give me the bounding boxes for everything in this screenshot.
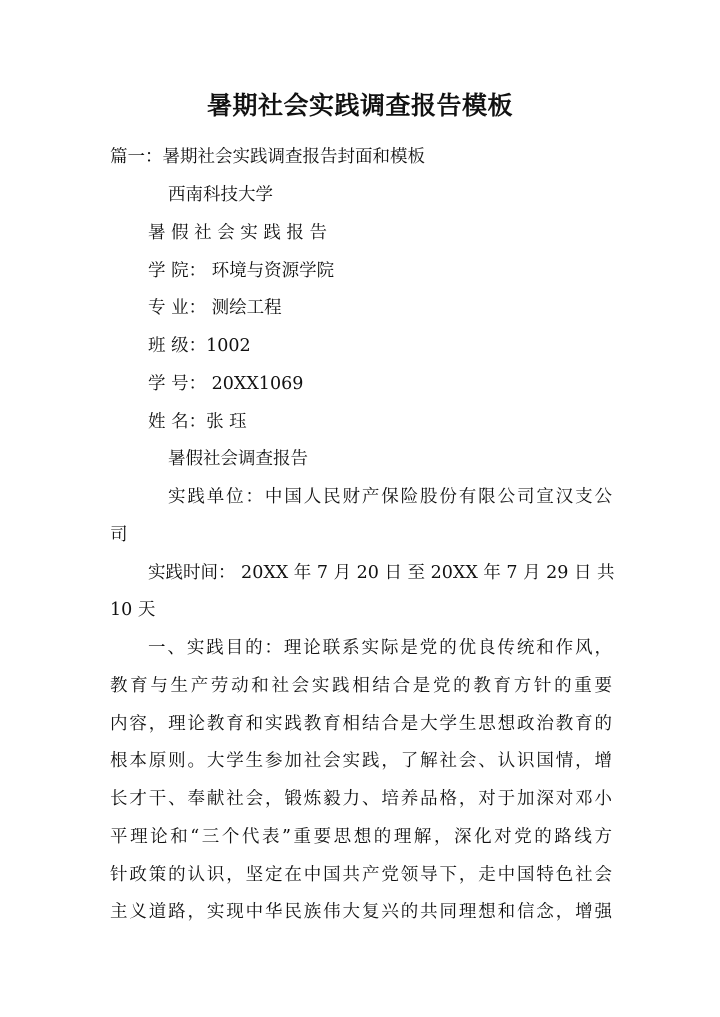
practice-time-line-2: 10 天 — [110, 600, 156, 620]
paragraph-line: 一、实践目的：理论联系实际是党的优良传统和作风， — [148, 638, 612, 658]
university-name: 西南科技大学 — [168, 185, 273, 205]
name-field: 姓 名：张 珏 — [148, 412, 247, 432]
paragraph-line: 针政策的认识，坚定在中国共产党领导下，走中国特色社会 — [110, 865, 612, 885]
paragraph-line: 根本原则。大学生参加社会实践，了解社会、认识国情，增 — [110, 751, 612, 771]
paragraph-line: 平理论和“三个代表”重要思想的理解，深化对党的路线方 — [110, 827, 612, 847]
practice-unit-line-2: 司 — [110, 525, 128, 545]
report-subtitle: 暑假社会调查报告 — [168, 449, 308, 469]
report-type: 暑 假 社 会 实 践 报 告 — [148, 223, 327, 243]
practice-time-line-1: 实践时间： 20XX 年 7 月 20 日 至 20XX 年 7 月 29 日 共 — [148, 563, 615, 583]
paragraph-line: 主义道路，实现中华民族伟大复兴的共同理想和信念，增强 — [110, 902, 612, 922]
paragraph-line: 长才干、奉献社会，锻炼毅力、培养品格，对于加深对邓小 — [110, 789, 612, 809]
paragraph-line: 内容，理论教育和实践教育相结合是大学生思想政治教育的 — [110, 714, 612, 734]
document-title: 暑期社会实践调查报告模板 — [206, 91, 513, 120]
practice-unit-line-1: 实践单位：中国人民财产保险股份有限公司宣汉支公 — [168, 487, 612, 507]
class-field: 班 级：1002 — [148, 336, 251, 356]
major-field: 专 业： 测绘工程 — [148, 298, 282, 318]
section-heading: 篇一：暑期社会实践调查报告封面和模板 — [110, 147, 425, 167]
college-field: 学 院： 环境与资源学院 — [148, 261, 335, 281]
paragraph-line: 教育与生产劳动和社会实践相结合是党的教育方针的重要 — [110, 676, 612, 696]
student-id-field: 学 号： 20XX1069 — [148, 374, 304, 394]
